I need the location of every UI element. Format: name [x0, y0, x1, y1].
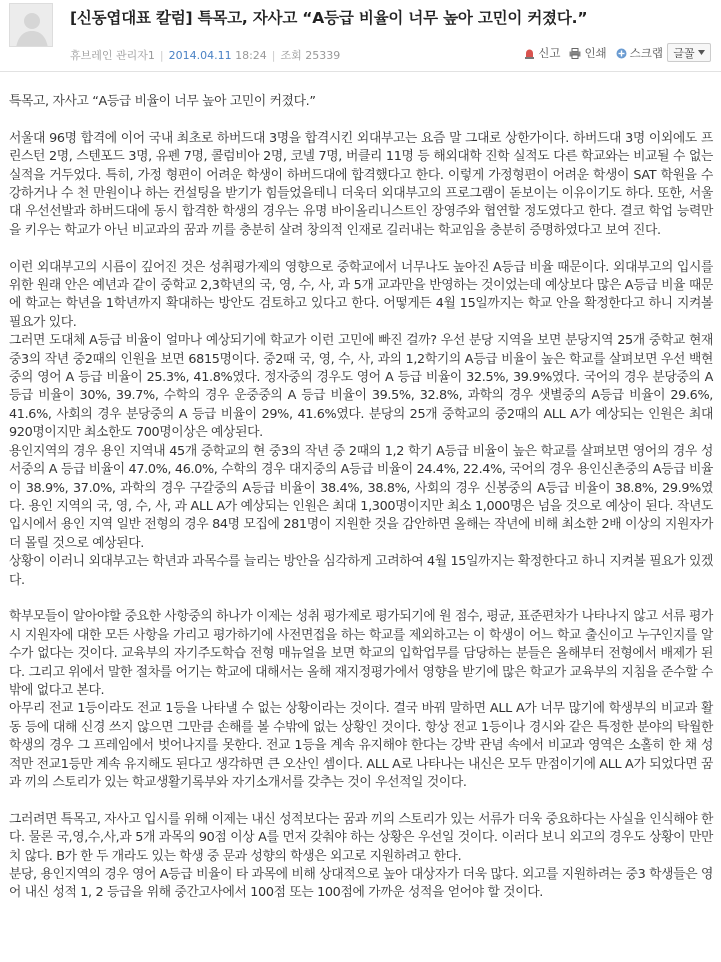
body-paragraph: 아무리 전교 1등이라도 전교 1등을 나타낼 수 없는 상황이라는 것이다. 결국 바꿔 말하면 ALL A가 너무 많기에 학생부의 비교과 활동 등에 대해 신경 쓰지 않으면 그만큼 손해를 볼 수밖에 없는 상황인 것이다. 항상 전교 1등이나 경시와 같은 특정한 분야의 탁월한 학생의 경우 그 프레임에서 벗어나지를 못한다. 전교 1등을 계속 유지해야 한다는 강박 관념 속에서 비교과 영역은 소홀히 한 채 성적만 전교1등만 계속 유지해도 된다고 생각하면 큰 오산인 셈이다. ALL A로 나타나는 내신은 모두 만점이기에 ALL A가 되었다면 꿈과 끼의 스토리가 있는 학교생활기록부와 자기소개서를 갖추는 것이 우선적일 것이다. — [9, 701, 713, 790]
paragraph-gap — [9, 792, 713, 810]
body-paragraph: 분당, 용인지역의 경우 영어 A등급 비율이 타 과목에 비해 상대적으로 높아 대상자가 더욱 많다. 외고를 지원하려는 중3 학생들은 영어 내신 성적 1, 2 등급을 위해 중간고사에서 100점 또는 100점에 가까운 성적을 얻어야 할 것이다. — [9, 867, 713, 901]
article-toolbar — [524, 45, 663, 61]
article-title: [신동엽대표 칼럼] 특목고, 자사고 “A등급 비율이 너무 높아 고민이 커졌다.” — [70, 9, 588, 27]
print-label: 인쇄 — [584, 46, 607, 60]
paragraph-gap — [9, 590, 713, 608]
body-paragraph: 서울대 96명 합격에 이어 국내 최초로 하버드대 3명을 합격시킨 외대부고는 요즘 말 그대로 상한가이다. 하버드대 3명 이외에도 프린스턴 2명, 스텐포드 3명, 유펜 7명, 콜럼비아 2명, 코넬 7명, 버클리 11명 등 해외대학 진학 실적도 다른 학교와는 비교될 수 없는 실적을 거두었다. 특히, 가정 형편이 어려운 학생이 하버드대에 합격했다고 한다. 이렇게 가정형편이 어려운 학생이 SAT 학원을 수강하거나 수 천 만원이나 하는 컨설팅을 받기가 힘들었을테니 더욱더 외대부고의 프로그램이 돋보이는 이유이기도 하다. 또한, 서울대 우선선발과 하버드대에 동시 합격한 학생의 경우는 유명 바이올리니스트인 장영주와 협연할 정도였다고 한다. 결코 학업 능력만을 키우는 학교가 아닌 비교과의 꿈과 끼를 충분히 살려 창의적 인재로 길러내는 학교임을 충분히 증명하였다고 보여 진다. — [9, 130, 713, 238]
article-meta — [70, 47, 340, 63]
body-paragraph: 그러려면 특목고, 자사고 입시를 위해 이제는 내신 성적보다는 꿈과 끼의 스토리가 있는 서류가 더욱 중요하다는 사실을 인식해야 한다. 물론 국,영,수,사,과 5개 과목의 90점 이상 A를 먼저 갖춰야 하는 상황은 우선일 것이다. 이러다 보니 외고의 경우도 상황이 만만치 않다. B가 한 두 개라도 있는 학생 중 문과 성향의 학생은 외고로 지원하려고 한다. — [9, 811, 713, 864]
body-paragraph: 용인지역의 경우 용인 지역내 45개 중학교의 현 중3의 작년 중 2때의 1,2 학기 A등급 비율이 높은 학교를 살펴보면 영어의 경우 성서중의 A 등급 비율이 47.0%, 46.0%, 수학의 경우 대지중의 A등급 비율이 24.4%, 22.4%, 국어의 경우 용인신촌중의 A등급 비율이 38.9%, 37.0%, 과학의 경우 구갈중의 A등급 비율이 38.4%, 38.8%, 사회의 경우 신봉중의 A등급 비율이 38.8%, 29.9%였다. 용인 지역의 국, 영, 수, 사, 과 ALL A가 예상되는 인원은 최대 1,300명이지만 최소 1,000명은 넘을 것으로 예상이 된다. 작년도 입시에서 용인 지역 일반 전형의 경우 84명 모집에 281명이 지원한 것을 감안하면 올해는 작년에 비해 최소한 2배 이상의 지원자가 더 몰릴 것으로 예상된다. — [9, 443, 713, 551]
default-avatar-icon — [10, 4, 53, 47]
font-dropdown-button[interactable] — [667, 43, 711, 62]
body-paragraph: 이런 외대부고의 시름이 깊어진 것은 성취평가제의 영향으로 중학교에서 너무나도 높아진 A등급 비율 때문이다. 외대부고의 입시를 위한 원래 안은 예년과 같이 중학교 2,3학년의 국, 영, 수, 사, 과 5개 교과만을 반영하는 것이었는데 예상보다 많은 A등급 비율 때문에 학교는 학년을 1학년까지 확대하는 방안도 검토하고 있다고 한다. 어떻게든 4월 15일까지는 학교 안을 확정한다고 하니 지켜볼 필요가 있다. — [9, 259, 713, 330]
views-count: 25339 — [305, 49, 341, 62]
report-label: 신고 — [538, 46, 561, 60]
post-date: 2014.04.11 — [168, 49, 232, 62]
article-body — [9, 93, 713, 903]
post-time: 18:24 — [235, 49, 267, 62]
body-paragraph: 그러면 도대체 A등급 비율이 얼마나 예상되기에 학교가 이런 고민에 빠진 걸까? 우선 분당 지역을 보면 분당지역 25개 중학교 현재 중3의 작년 중2때의 인원을 보면 6815명이다. 중2때 국, 영, 수, 사, 과의 1,2학기의 A등급 비율이 높은 학교를 살펴보면 우선 백현중의 영어 A 등급 비율이 25.3%, 41.8%였다. 정자중의 경우도 영어 A 등급 비율이 32.5%, 39.9%였다. 국어의 경우 분당중의 A 등급 비율이 30%, 39.7%, 수학의 경우 운중중의 A 등급 비율이 39.5%, 32.8%, 과학의 경우 샛별중의 A등급 비율이 29.6%, 41.6%, 사회의 경우 분당중의 A 등급 비율이 29%, 41.6%였다. 분당의 25개 중학교의 중2때의 ALL A가 예상되는 인원은 최대 920명이지만 최소한도 700명이상은 예상된다. — [9, 333, 713, 441]
report-button[interactable] — [524, 45, 560, 61]
scrap-label: 스크랩 — [629, 46, 663, 60]
header-divider — [0, 71, 721, 72]
views-label: 조회 — [280, 49, 302, 62]
author-avatar — [9, 3, 53, 47]
author-name[interactable]: 휴브레인 관리자1 — [70, 49, 155, 62]
chevron-down-icon — [698, 50, 705, 55]
plus-icon — [616, 48, 627, 59]
font-label: 글꼴 — [673, 46, 695, 60]
printer-icon — [569, 48, 581, 59]
scrap-button[interactable] — [616, 45, 663, 61]
paragraph-gap — [9, 111, 713, 129]
paragraph-gap — [9, 240, 713, 258]
body-paragraph: 특목고, 자사고 “A등급 비율이 너무 높아 고민이 커졌다.” — [9, 94, 316, 109]
body-paragraph: 학부모들이 알아야할 중요한 사항중의 하나가 이제는 성취 평가제로 평가되기에 원 점수, 평균, 표준편차가 나타나지 않고 서류 평가 시 지원자에 대한 모든 사항을 가리고 평가하기에 사전면접을 하는 학교를 제외하고는 이 학생이 어느 학교 출신이고 누구인지를 알 수가 없다는 것이다. 교육부의 자기주도학습 전형 매뉴얼을 보면 학교의 입학업무를 담당하는 분들은 올해부터 전형에서 배제가 된다. 그리고 위에서 말한 절차를 어기는 학교에 대해서는 올해 재지정평가에서 영향을 받기에 많은 학교가 교육부의 지침을 준수할 수밖에 없다고 본다. — [9, 609, 713, 698]
meta-separator: | — [159, 49, 164, 62]
print-button[interactable] — [569, 45, 606, 61]
meta-separator: | — [271, 49, 276, 62]
body-paragraph: 상황이 이러니 외대부고는 학년과 과목수를 늘리는 방안을 심각하게 고려하여 4월 15일까지는 확정한다고 하니 지켜볼 필요가 있겠다. — [9, 554, 713, 588]
siren-icon — [524, 48, 535, 59]
